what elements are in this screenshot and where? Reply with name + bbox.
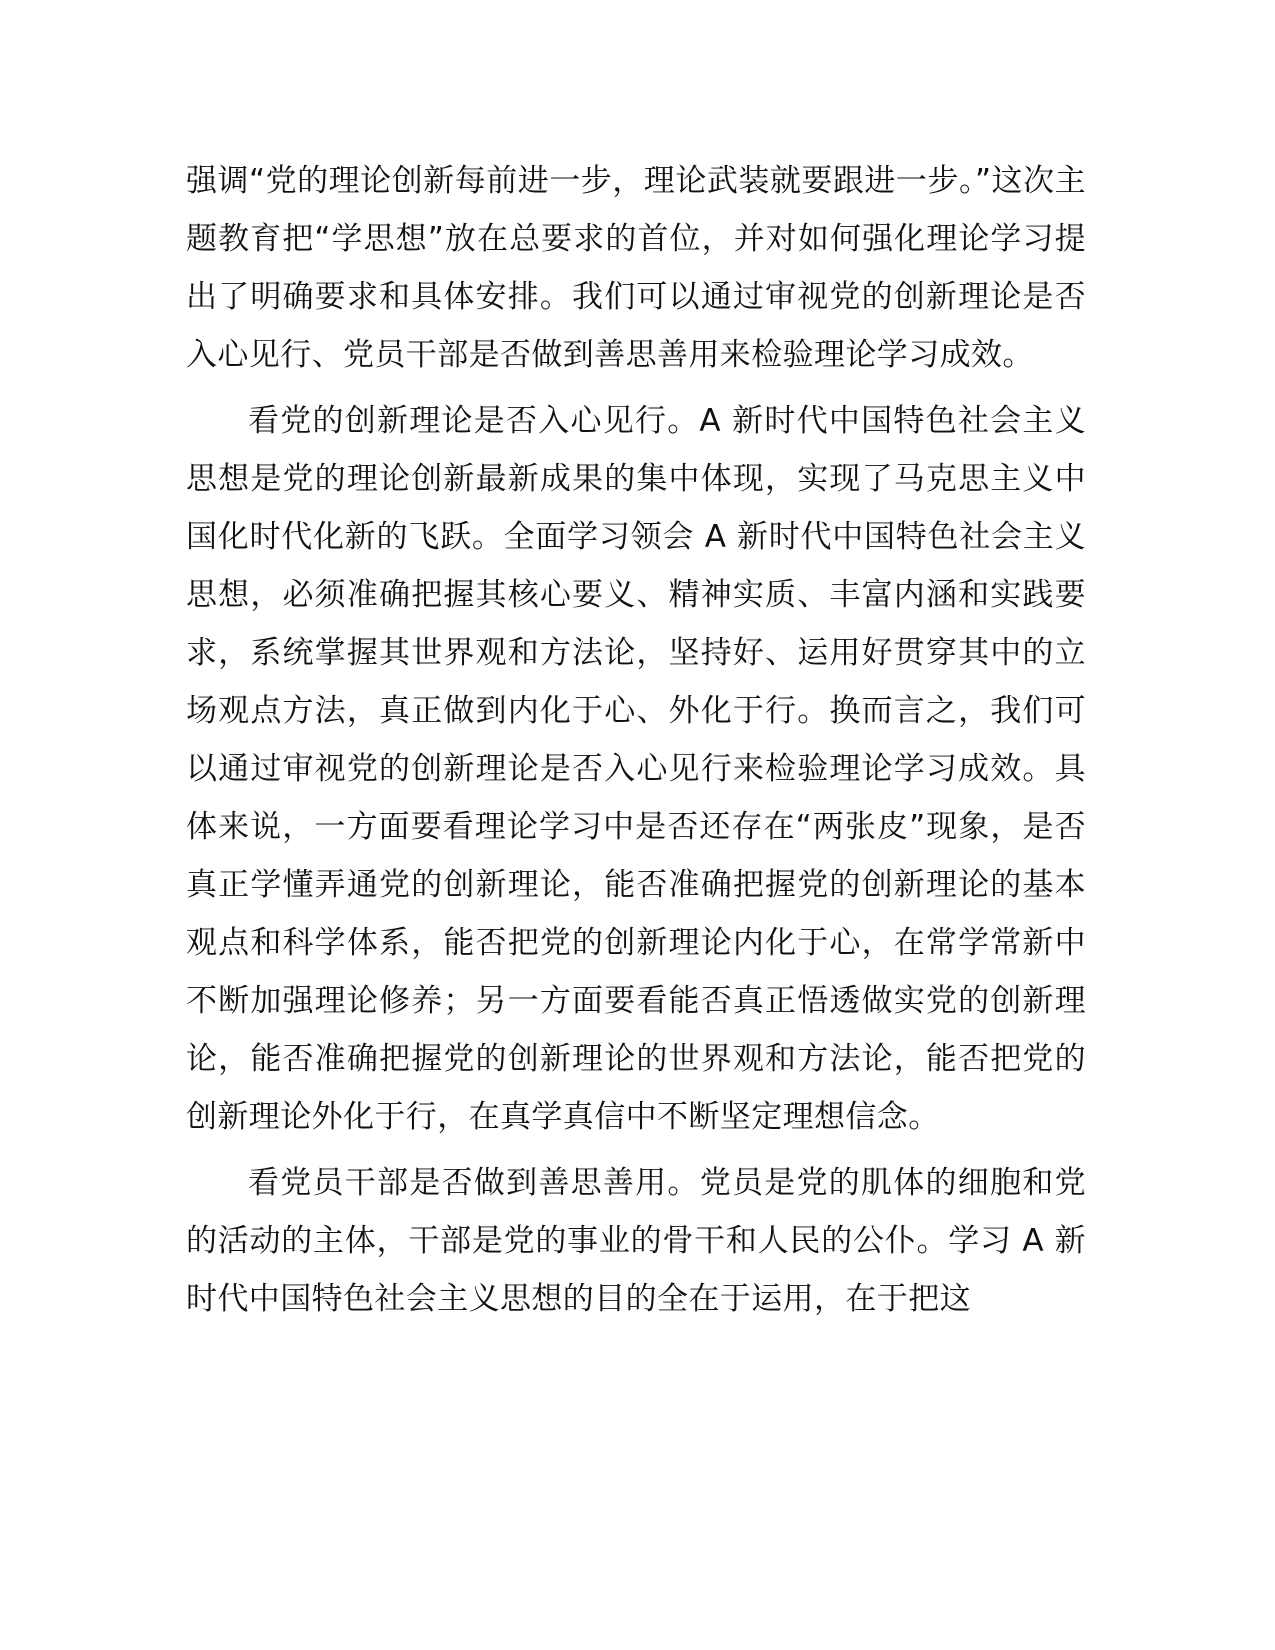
document-body [186,152,1086,1328]
paragraph-2: 看党的创新理论是否入心见行。A 新时代中国特色社会主义思想是党的理论创新最新成果的集中体现，实现了马克思主义中国化时代化新的飞跃。全面学习领会 A 新时代中国特色社会主义思想，必须准确把握其核心要义、精神实质、丰富内涵和实践要求，系统掌握其世界观和方法论，坚持好、运用好贯穿其中的立场观点方法，真正做到内化于心、外化于行。换而言之，我们可以通过审视党的创新理论是否入心见行来检验理论学习成效。具体来说，一方面要看理论学习中是否还存在“两张皮”现象，是否真正学懂弄通党的创新理论，能否准确把握党的创新理论的基本观点和科学体系，能否把党的创新理论内化于心，在常学常新中不断加强理论修养；另一方面要看能否真正悟透做实党的创新理论，能否准确把握党的创新理论的世界观和方法论，能否把党的创新理论外化于行，在真学真信中不断坚定理想信念。 [186,403,1086,1135]
paragraph-3: 看党员干部是否做到善思善用。党员是党的肌体的细胞和党的活动的主体，干部是党的事业的骨干和人民的公仆。学习 A 新时代中国特色社会主义思想的目的全在于运用，在于把这 [186,1165,1086,1317]
paragraph-1: 强调“党的理论创新每前进一步，理论武装就要跟进一步。”这次主题教育把“学思想”放在总要求的首位，并对如何强化理论学习提出了明确要求和具体安排。我们可以通过审视党的创新理论是否入心见行、党员干部是否做到善思善用来检验理论学习成效。 [186,163,1086,373]
